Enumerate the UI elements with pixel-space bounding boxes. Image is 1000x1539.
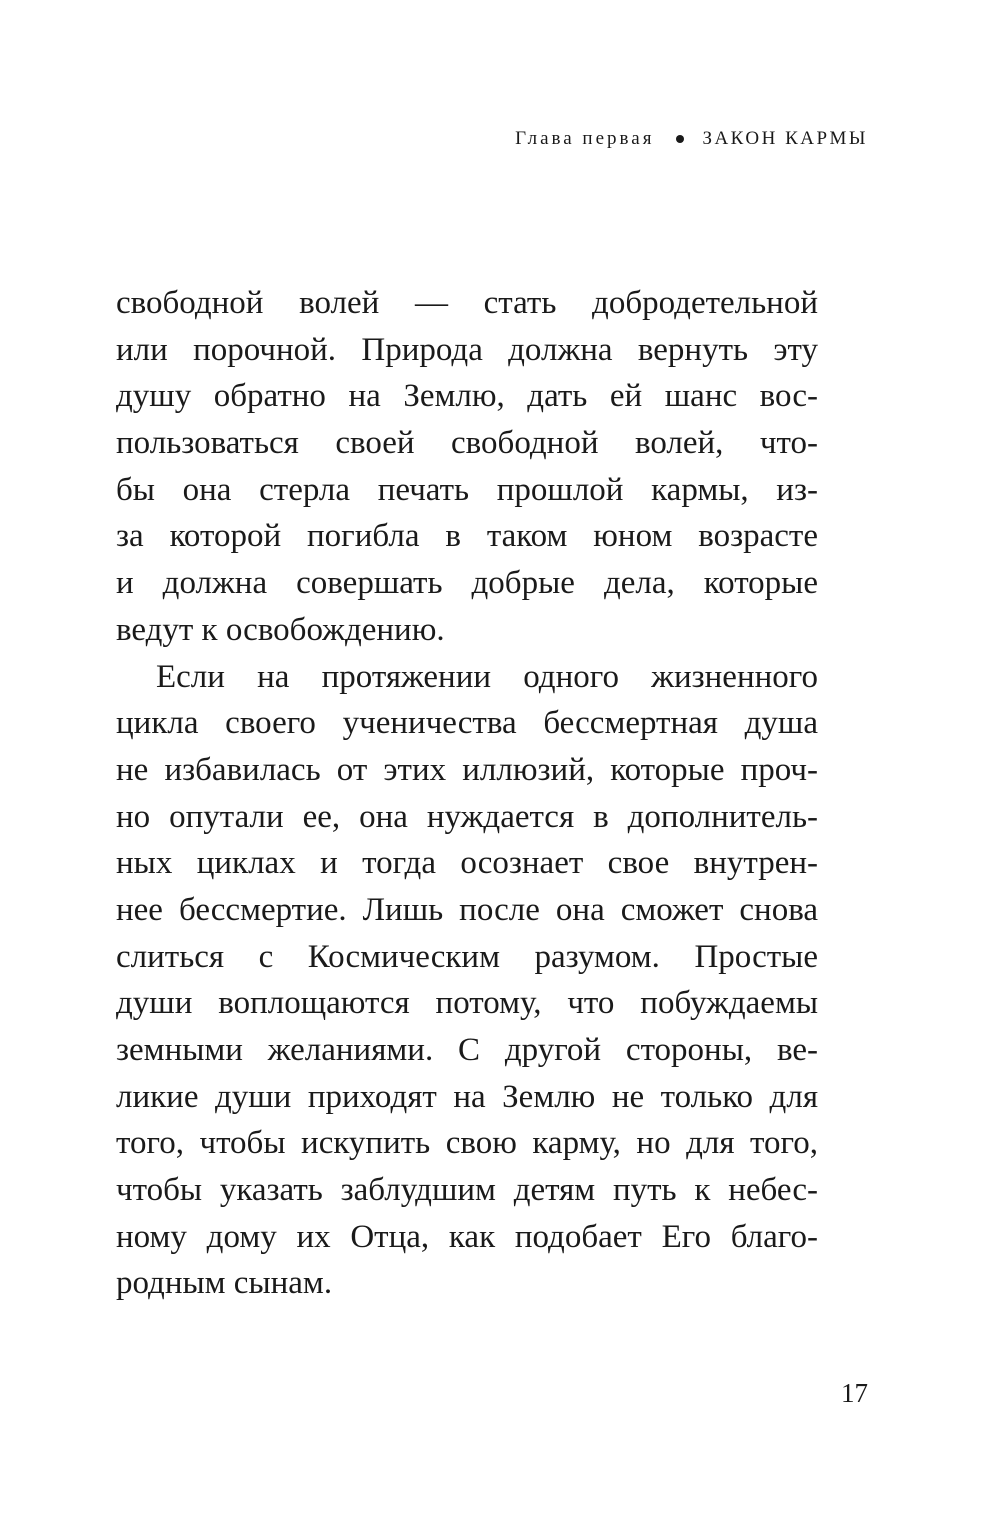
text-line: Если на протяжении одного жизненного xyxy=(156,658,818,695)
text-line: ных циклах и тогда осознает свое внутрен- xyxy=(116,845,818,882)
paragraph-1 xyxy=(116,280,818,654)
chapter-title: Глава первая xyxy=(515,128,655,149)
text-line: свободной волей — стать добродетельной xyxy=(116,285,818,321)
text-line: за которой погибла в таком юном возрасте xyxy=(116,518,818,555)
text-line: душу обратно на Землю, дать ей шанс вос- xyxy=(116,378,818,415)
text-line: ному дому их Отца, как подобает Его благо- xyxy=(116,1218,818,1255)
text-line: слиться с Космическим разумом. Простые xyxy=(116,938,818,975)
text-line: души воплощаются потому, что побуждаемы xyxy=(116,985,818,1022)
section-title: ЗАКОН КАРМЫ xyxy=(702,128,868,149)
text-line: того, чтобы искупить свою карму, но для того, xyxy=(116,1125,818,1162)
paragraph-2 xyxy=(116,654,818,1308)
text-line: цикла своего ученичества бессмертная душа xyxy=(116,705,818,742)
text-line: пользоваться своей свободной волей, что- xyxy=(116,425,818,462)
text-line: родным сынам. xyxy=(116,1265,333,1302)
text-line: не избавилась от этих иллюзий, которые проч- xyxy=(116,751,818,788)
text-line: бы она стерла печать прошлой кармы, из- xyxy=(116,471,818,508)
bullet-separator xyxy=(676,135,684,143)
text-line: но опутали ее, она нуждается в дополнитель- xyxy=(116,798,818,835)
text-line: нее бессмертие. Лишь после она сможет снова xyxy=(116,891,818,928)
text-line: или порочной. Природа должна вернуть эту xyxy=(116,331,818,368)
running-header xyxy=(515,128,868,150)
text-line: земными желаниями. С другой стороны, ве- xyxy=(116,1032,818,1068)
text-line: ликие души приходят на Землю не только для xyxy=(116,1078,818,1115)
page-number: 17 xyxy=(841,1378,868,1408)
text-line: чтобы указать заблудшим детям путь к небес- xyxy=(116,1172,818,1209)
text-line: и должна совершать добрые дела, которые xyxy=(116,565,818,602)
text-line: ведут к освобождению. xyxy=(116,611,445,648)
body-text xyxy=(116,280,818,1307)
